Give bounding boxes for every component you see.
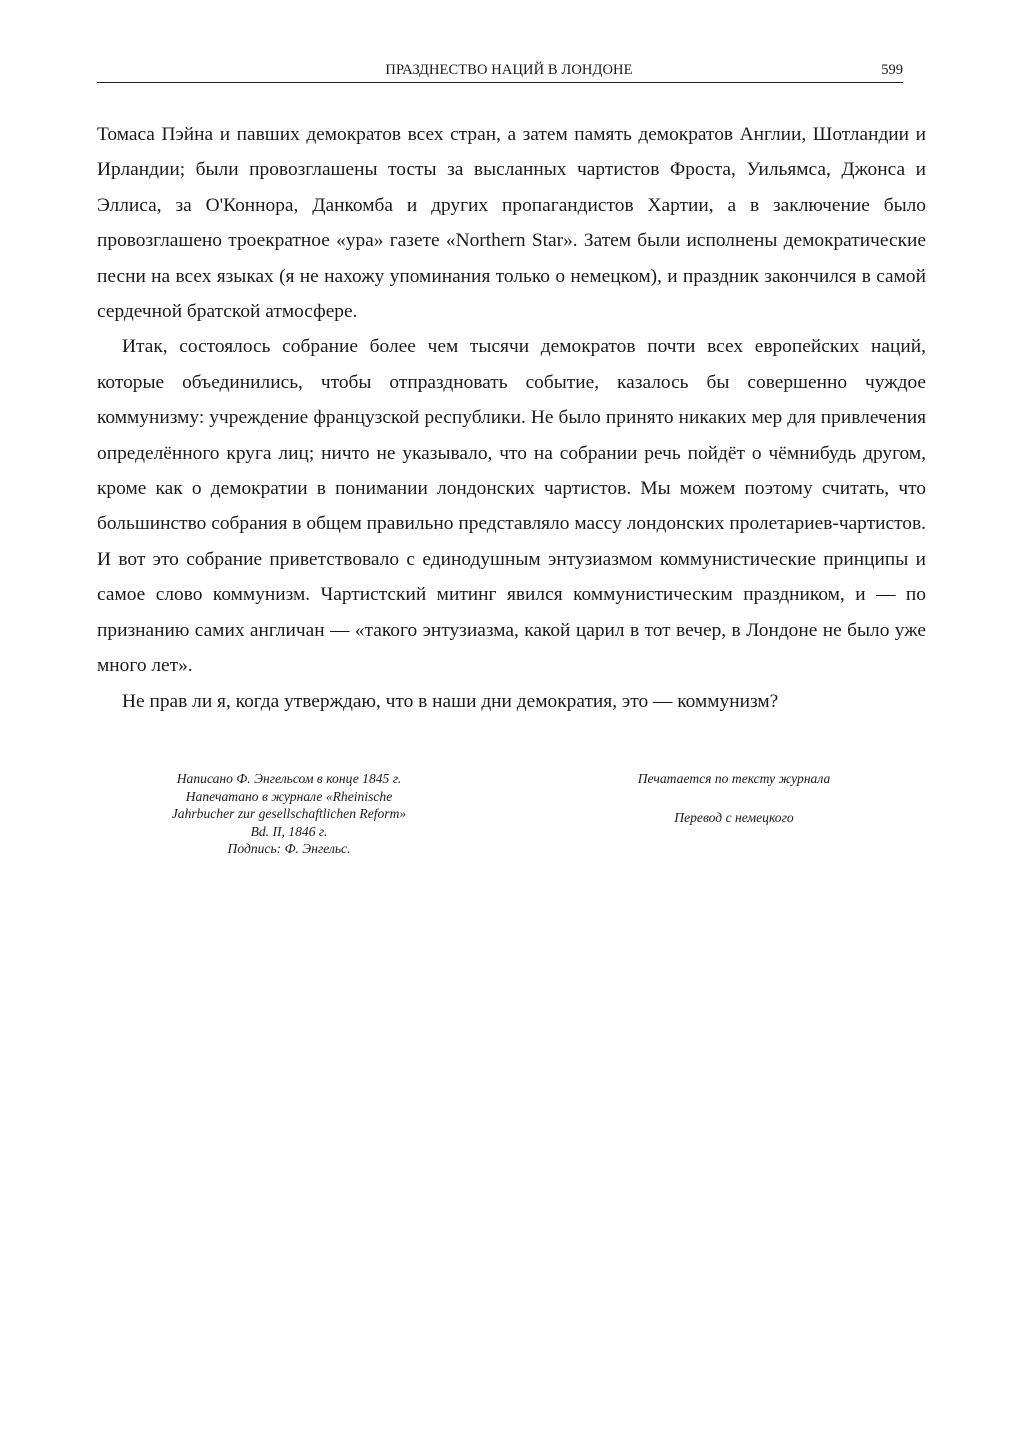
page-number: 599 (881, 62, 903, 78)
note-line: Печатается по тексту журнала (637, 771, 831, 786)
note-line: Перевод с немецкого (674, 809, 794, 825)
source-note (600, 770, 868, 826)
note-line: Подпись: Ф. Энгельс. (227, 841, 351, 857)
authorship-note (150, 770, 428, 858)
note-line: Напечатано в журнале «Rheinische (185, 788, 393, 804)
note-line: Написано Ф. Энгельсом в конце 1845 г. (176, 771, 402, 786)
paragraph-continued: Томаса Пэйна и павших демократов всех стран, а затем память демократов Англии, Шотландии и Ирландии; были провозглашены тосты за высланных чартистов Фроста, Уильямса, Джонса и Эллиса, за О'Коннора, Данкомба и других пропагандистов Хартии, а в заключение было провозглашено троекратное «ура» газете «Northern Star». Затем были исполнены демократические песни на всех языках (я не нахожу упоминания только о немецком), и праздник закончился в самой сердечной братской атмосфере. (97, 124, 926, 323)
note-line: Bd. II, 1846 г. (250, 823, 328, 839)
paragraph-closing-question: Не прав ли я, когда утверждаю, что в наши дни демократия, это — коммунизм? (122, 690, 779, 712)
running-header (97, 60, 903, 83)
paragraph: Итак, состоялось собрание более чем тысячи демократов почти всех европейских наций, которые объединились, чтобы отпраздновать событие, казалось бы совершенно чуждое коммунизму: учреждение французской республики. Не было принято никаких мер для привлечения определённого круга лиц; ничто не указывало, что на собрании речь пойдёт о чёмнибудь другом, кроме как о демократии в понимании лондонских чартистов. Мы можем поэтому считать, что большинство собрания в общем правильно представляло массу лондонских пролетариев-чартистов. И вот это собрание приветствовало с единодушным энтузиазмом коммунистические принципы и самое слово коммунизм. Чартистский митинг явился коммунистическим праздником, и — по признанию самих англичан — «такого энтузиазма, какой царил в тот вечер, в Лондоне не было уже много лет». (97, 336, 926, 677)
note-line: Jahrbucher zur gesellschaftlichen Reform» (171, 806, 407, 822)
running-title: ПРАЗДНЕСТВО НАЦИЙ В ЛОНДОНЕ (385, 62, 633, 78)
body-text (97, 117, 926, 719)
